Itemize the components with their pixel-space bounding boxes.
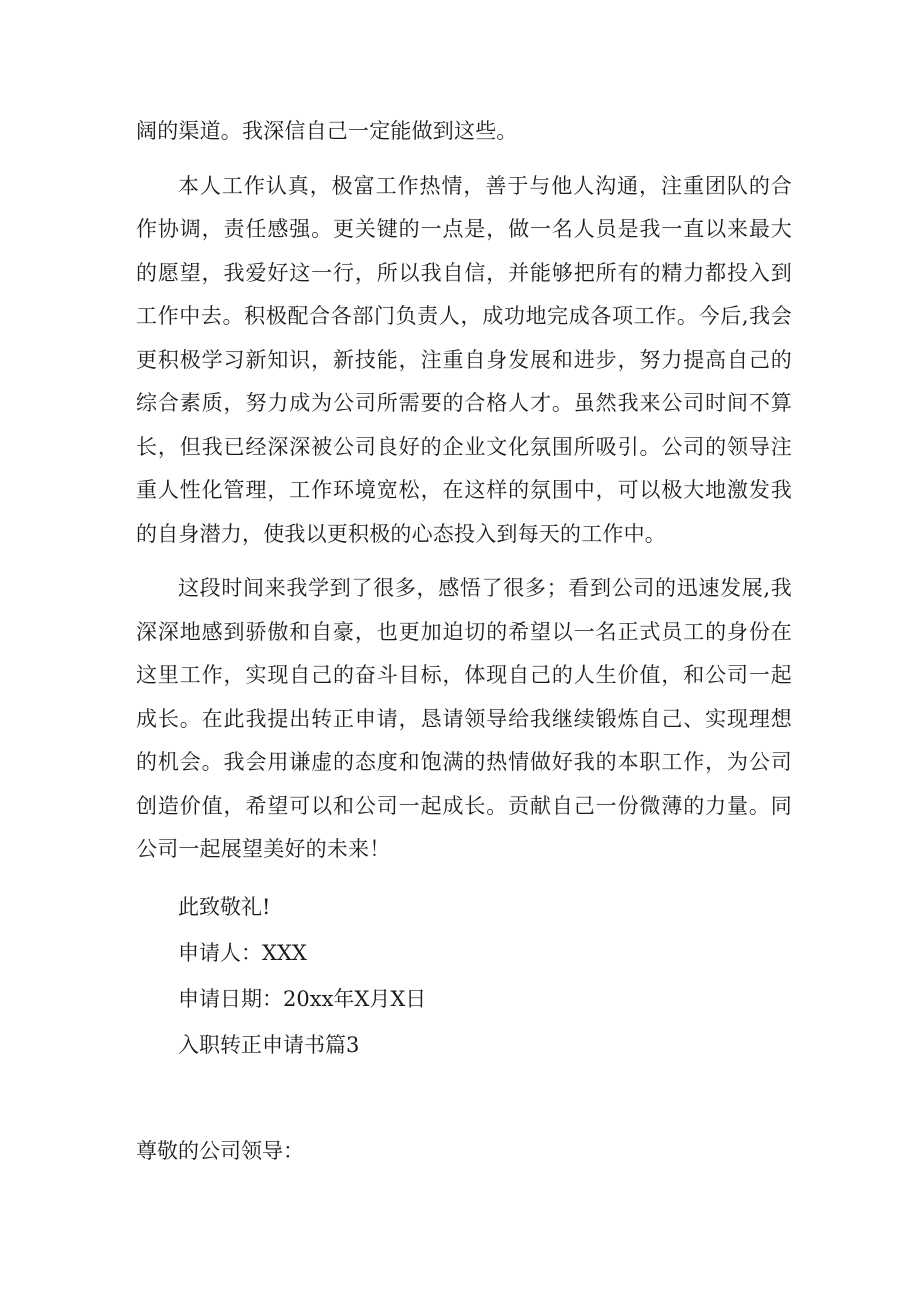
salutation: 尊敬的公司领导： <box>136 1139 304 1163</box>
paragraph-conversion-request: 这段时间来我学到了很多，感悟了很多；看到公司的迅速发展,我深深地感到骄傲和自豪，也更加迫切的希望以一名正式员工的身份在这里工作，实现自己的奋斗目标，体现自己的人生价值，和公司一起成长。在此我提出转正申请，恳请领导给我继续锻炼自己、实现理想的机会。我会用谦虚的态度和饱满的热情做好我的本职工作，为公司创造价值，希望可以和公司一起成长。贡献自己一份微薄的力量。同公司一起展望美好的未来！ <box>136 576 792 861</box>
date-line: 申请日期：20xx年X月X日 <box>178 987 427 1011</box>
letter-body <box>136 110 792 883</box>
paragraph-work-attitude: 本人工作认真，极富工作热情，善于与他人沟通，注重团队的合作协调，责任感强。更关键的一点是，做一名人员是我一直以来最大的愿望，我爱好这一行，所以我自信，并能够把所有的精力都投入到工作中去。积极配合各部门负责人，成功地完成各项工作。今后,我会更积极学习新知识，新技能，注重自身发展和进步，努力提高自己的综合素质，努力成为公司所需要的合格人才。虽然我来公司时间不算长，但我已经深深被公司良好的企业文化氛围所吸引。公司的领导注重人性化管理，工作环境宽松，在这样的氛围中，可以极大地激发我的自身潜力，使我以更积极的心态投入到每天的工作中。 <box>136 173 792 546</box>
applicant-line: 申请人：XXX <box>178 941 307 965</box>
closing-line: 此致敬礼! <box>178 895 271 919</box>
paragraph-continuation: 阔的渠道。我深信自己一定能做到这些。 <box>136 119 518 143</box>
section-title: 入职转正申请书篇3 <box>178 1033 360 1057</box>
